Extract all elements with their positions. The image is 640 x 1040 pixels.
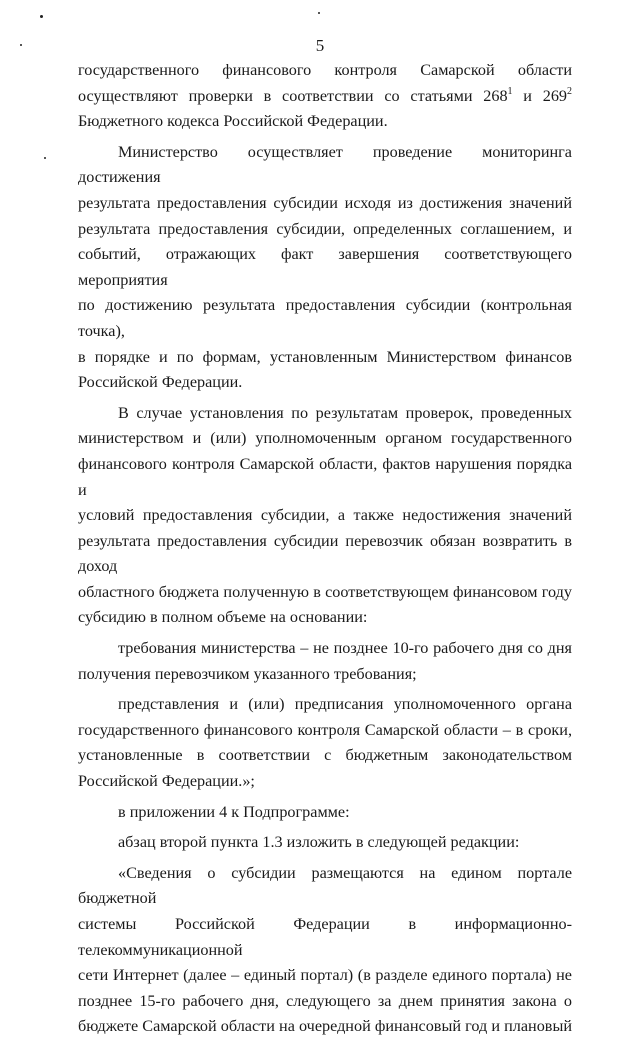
paragraph — [78, 140, 572, 396]
text-line: государственного финансового контроля Самарской области — [78, 61, 572, 79]
text-line: системы Российской Федерации в информационно-телекоммуникационной — [78, 915, 572, 959]
text-line: бюджете Самарской области на очередной финансовый год и плановый — [78, 1017, 572, 1036]
superscript: 1 — [507, 85, 513, 97]
document-body — [78, 58, 572, 1040]
text-line: «Сведения о субсидии размещаются на едином портале бюджетной — [78, 863, 572, 908]
scan-speck — [318, 12, 320, 14]
text-line: условий предоставления субсидии, а также недостижения значений — [78, 506, 572, 525]
text-line: осуществляют проверки в соответствии со статьями $268^1$ и $269^2$ — [78, 85, 573, 105]
text-line: государственного финансового контроля Самарской области – в сроки, — [78, 720, 572, 739]
paragraph — [78, 830, 572, 856]
text-line: результата предоставления субсидии, определенных соглашением, и — [78, 219, 572, 238]
text-line: по достижению результата предоставления субсидии (контрольная точка), — [78, 296, 572, 340]
text-line: позднее 15-го рабочего дня, следующего за днем принятия закона о — [78, 991, 572, 1010]
paragraph — [78, 401, 572, 631]
text-line: Российской Федерации. — [78, 373, 243, 392]
paragraph — [78, 58, 572, 135]
text-line: в порядке и по формам, установленным Министерством финансов — [78, 347, 572, 366]
superscript: 2 — [567, 85, 573, 97]
paragraph — [78, 636, 572, 687]
text-line: установленные в соответствии с бюджетным законодательством — [78, 746, 572, 765]
text-line: результата предоставления субсидии исходя из достижения значений — [78, 193, 572, 212]
text-line: Бюджетного кодекса Российской Федерации. — [78, 112, 388, 131]
text-line: требования министерства – не позднее 10-го рабочего дня со дня — [118, 639, 572, 658]
text-line: результата предоставления субсидии перевозчик обязан возвратить в доход — [78, 531, 572, 576]
text-line: в приложении 4 к Подпрограмме: — [118, 802, 350, 821]
scan-speck — [44, 157, 46, 159]
scan-speck — [40, 15, 43, 18]
text-line: событий, отражающих факт завершения соответствующего мероприятия — [78, 245, 572, 289]
paragraph — [78, 861, 572, 1040]
text-line: субсидию в полном объеме на основании: — [78, 608, 368, 627]
text-line: Министерство осуществляет проведение мониторинга достижения — [78, 142, 572, 187]
text-line: сети Интернет (далее – единый портал) (в разделе единого портала) не — [78, 966, 572, 985]
paragraph — [78, 800, 572, 826]
paragraph — [78, 692, 572, 794]
text-line: областного бюджета полученную в соответствующем финансовом году — [78, 582, 572, 601]
text-line: В случае установления по результатам проверок, проведенных — [118, 403, 572, 422]
text-line: министерством и (или) уполномоченным органом государственного — [78, 429, 572, 448]
text-line: представления и (или) предписания уполномоченного органа — [118, 695, 572, 714]
text-line: финансового контроля Самарской области, фактов нарушения порядка и — [78, 454, 572, 499]
page-number: 5 — [315, 36, 325, 55]
text-line: абзац второй пункта 1.3 изложить в следующей редакции: — [118, 833, 520, 852]
text-line: Российской Федерации.»; — [78, 772, 255, 791]
text-line: получения перевозчиком указанного требования; — [78, 664, 417, 683]
